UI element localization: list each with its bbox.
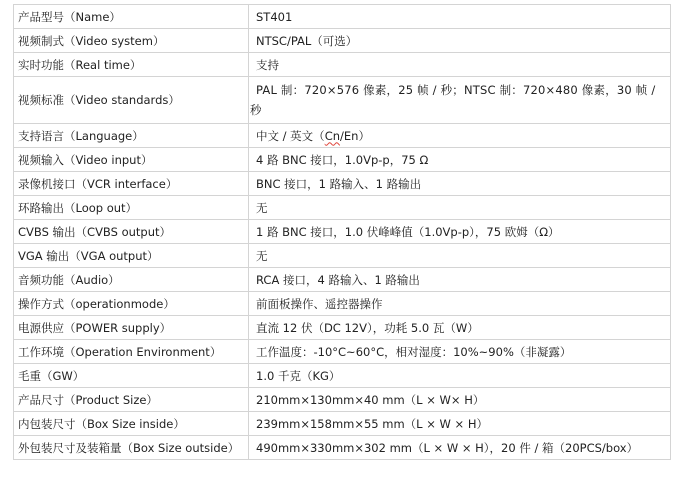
table-row (14, 244, 671, 268)
spec-value: 前面板操作、遥控器操作 (249, 292, 671, 316)
table-row (14, 29, 671, 53)
table-row (14, 316, 671, 340)
spec-label: VGA 输出（VGA output） (14, 244, 249, 268)
table-row (14, 148, 671, 172)
spec-value: 4 路 BNC 接口，1.0Vp-p，75 Ω (249, 148, 671, 172)
spec-value: 490mm×330mm×302 mm（L × W × H），20 件 / 箱（20PCS/box） (249, 436, 671, 460)
spec-label: 录像机接口（VCR interface） (14, 172, 249, 196)
spec-table (13, 4, 671, 460)
spec-value: BNC 接口，1 路输入、1 路输出 (249, 172, 671, 196)
table-row (14, 172, 671, 196)
spec-label: 视频标准（Video standards） (14, 77, 249, 124)
table-row (14, 5, 671, 29)
spec-label: 毛重（GW） (14, 364, 249, 388)
spec-label: 实时功能（Real time） (14, 53, 249, 77)
spec-value: 直流 12 伏（DC 12V），功耗 5.0 瓦（W） (249, 316, 671, 340)
language-value-prefix: 中文 / 英文（ (256, 128, 325, 143)
spec-label: 工作环境（Operation Environment） (14, 340, 249, 364)
spec-label: 视频输入（Video input） (14, 148, 249, 172)
table-row (14, 364, 671, 388)
table-row (14, 412, 671, 436)
spec-label: 外包装尺寸及装箱量（Box Size outside） (14, 436, 249, 460)
spec-value: 工作温度：-10°C~60°C，相对湿度：10%~90%（非凝露） (249, 340, 671, 364)
table-row (14, 53, 671, 77)
spec-label: 产品尺寸（Product Size） (14, 388, 249, 412)
spec-value (249, 124, 671, 148)
spec-value: NTSC/PAL（可选） (249, 29, 671, 53)
spec-label: 视频制式（Video system） (14, 29, 249, 53)
table-row (14, 436, 671, 460)
spec-value: 无 (249, 196, 671, 220)
language-value-suffix: /En） (340, 128, 370, 143)
spec-value: ST401 (249, 5, 671, 29)
spec-value: 239mm×158mm×55 mm（L × W × H） (249, 412, 671, 436)
spec-value: 1 路 BNC 接口，1.0 伏峰峰值（1.0Vp-p），75 欧姆（Ω） (249, 220, 671, 244)
table-row (14, 388, 671, 412)
spec-value: RCA 接口，4 路输入、1 路输出 (249, 268, 671, 292)
table-row (14, 124, 671, 148)
table-row (14, 292, 671, 316)
table-row (14, 196, 671, 220)
spec-label: 内包装尺寸（Box Size inside） (14, 412, 249, 436)
spec-label: CVBS 输出（CVBS output） (14, 220, 249, 244)
spec-value: 1.0 千克（KG） (249, 364, 671, 388)
spec-value: 无 (249, 244, 671, 268)
spec-value: 210mm×130mm×40 mm（L × W× H） (249, 388, 671, 412)
spec-label: 支持语言（Language） (14, 124, 249, 148)
spellcheck-underlined-text: Cn (324, 128, 341, 143)
spec-table-body (14, 5, 671, 460)
table-row (14, 77, 671, 124)
spec-label: 电源供应（POWER supply） (14, 316, 249, 340)
table-row (14, 340, 671, 364)
table-row (14, 220, 671, 244)
table-row (14, 268, 671, 292)
spec-label: 环路输出（Loop out） (14, 196, 249, 220)
spec-label: 产品型号（Name） (14, 5, 249, 29)
spec-label: 音频功能（Audio） (14, 268, 249, 292)
spec-value: PAL 制：720×576 像素，25 帧 / 秒；NTSC 制：720×480 像素，30 帧 / 秒 (249, 77, 671, 124)
spec-label: 操作方式（operationmode） (14, 292, 249, 316)
spec-value: 支持 (249, 53, 671, 77)
